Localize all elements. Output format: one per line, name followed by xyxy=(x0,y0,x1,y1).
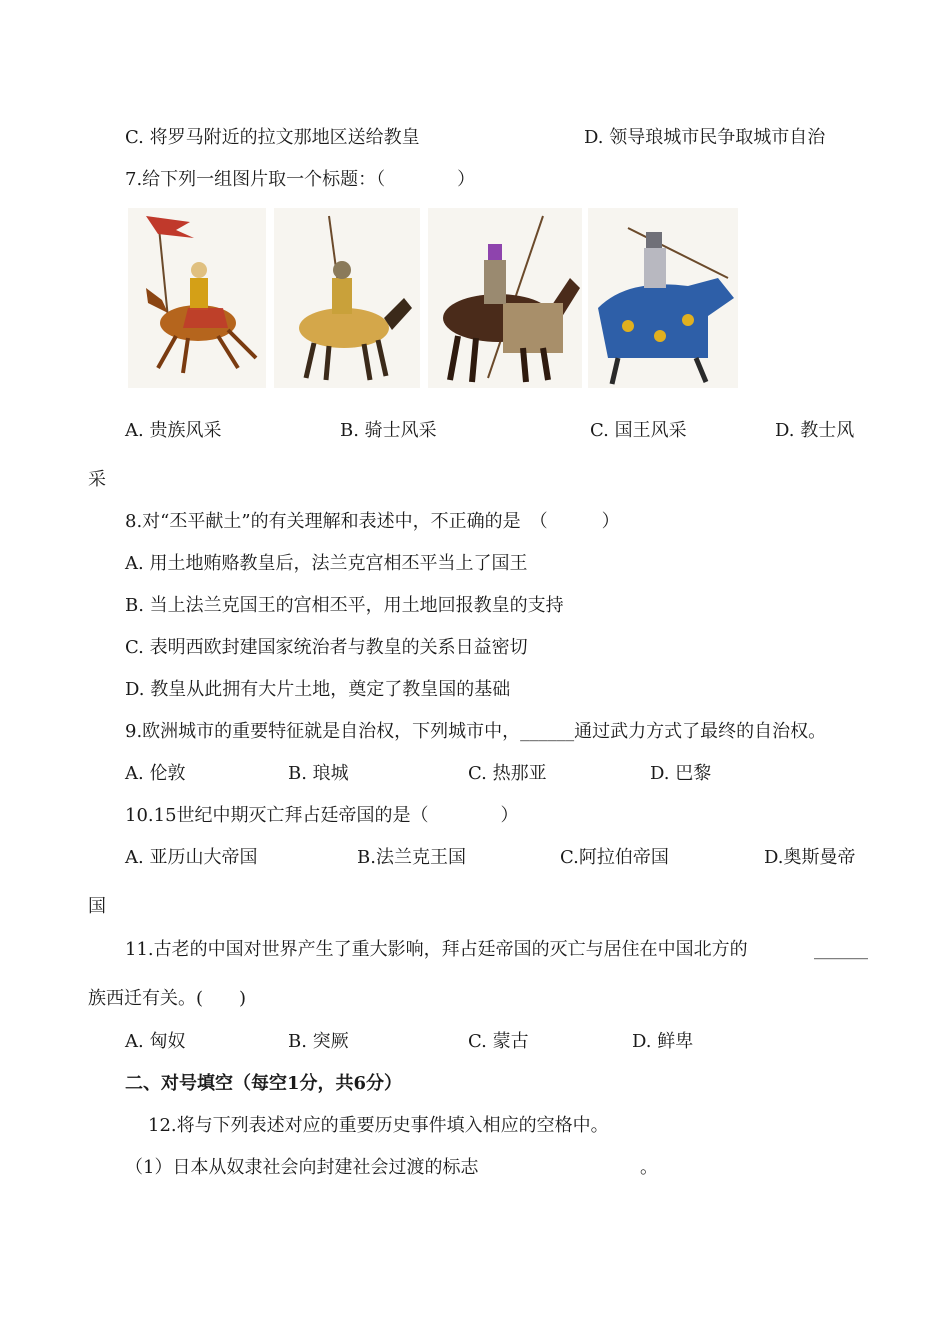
q12-item-1-end: 。 xyxy=(640,1157,658,1178)
q8-option-c: C. 表明西欧封建国家统治者与教皇的关系日益密切 xyxy=(125,637,528,658)
q10-option-b: B.法兰克王国 xyxy=(357,847,466,868)
q9-option-b: B. 琅城 xyxy=(288,763,349,784)
q9-stem: 9.欧洲城市的重要特征就是自治权，下列城市中，______通过武力方式了最终的自治权。 xyxy=(125,721,827,742)
mounted-lancer-icon xyxy=(274,208,420,388)
q7-option-a: A. 贵族风采 xyxy=(125,420,222,441)
q11-blank: ______ xyxy=(814,939,868,960)
q10-stem: 10.15世纪中期灭亡拜占廷帝国的是（ ） xyxy=(125,805,519,826)
q12-item-1: （1）日本从奴隶社会向封建社会过渡的标志 xyxy=(125,1157,479,1178)
q9-option-a: A. 伦敦 xyxy=(125,763,186,784)
q6-option-d: D. 领导琅城市民争取城市自治 xyxy=(584,127,826,148)
q11-option-d: D. 鲜卑 xyxy=(632,1031,694,1052)
q7-option-b: B. 骑士风采 xyxy=(340,420,437,441)
q7-option-d-wrap: 采 xyxy=(88,469,106,490)
q10-option-d-wrap: 国 xyxy=(88,896,106,917)
q10-option-a: A. 亚历山大帝国 xyxy=(125,847,258,868)
q11-option-c: C. 蒙古 xyxy=(468,1031,529,1052)
q7-option-c: C. 国王风采 xyxy=(590,420,687,441)
q9-option-d: D. 巴黎 xyxy=(650,763,712,784)
knight-with-pennant-icon xyxy=(128,208,266,388)
q8-stem: 8.对“丕平献土”的有关理解和表述中，不正确的是 （ ） xyxy=(125,511,620,532)
q10-option-c: C.阿拉伯帝国 xyxy=(560,847,669,868)
q11-stem-wrap: 族西迁有关。( ) xyxy=(88,988,247,1009)
q8-option-b: B. 当上法兰克国王的宫相丕平，用土地回报教皇的支持 xyxy=(125,595,564,616)
q8-option-d: D. 教皇从此拥有大片土地，奠定了教皇国的基础 xyxy=(125,679,511,700)
q12-stem: 12.将与下列表述对应的重要历史事件填入相应的空格中。 xyxy=(148,1115,609,1136)
q7-stem: 7.给下列一组图片取一个标题：（ ） xyxy=(125,169,476,190)
section-heading: 二、对号填空（每空1分，共6分） xyxy=(125,1073,403,1094)
armored-horse-knight-icon xyxy=(428,208,582,388)
blue-caparison-knight-icon xyxy=(588,208,738,388)
q11-stem: 11.古老的中国对世界产生了重大影响，拜占廷帝国的灭亡与居住在中国北方的 xyxy=(125,939,748,960)
q8-option-a: A. 用土地贿赂教皇后，法兰克宫相丕平当上了国王 xyxy=(125,553,528,574)
q11-option-a: A. 匈奴 xyxy=(125,1031,186,1052)
q9-option-c: C. 热那亚 xyxy=(468,763,547,784)
q7-option-d: D. 教士风 xyxy=(775,420,855,441)
q6-option-c: C. 将罗马附近的拉文那地区送给教皇 xyxy=(125,127,420,148)
q10-option-d: D.奥斯曼帝 xyxy=(764,847,856,868)
q11-option-b: B. 突厥 xyxy=(288,1031,349,1052)
